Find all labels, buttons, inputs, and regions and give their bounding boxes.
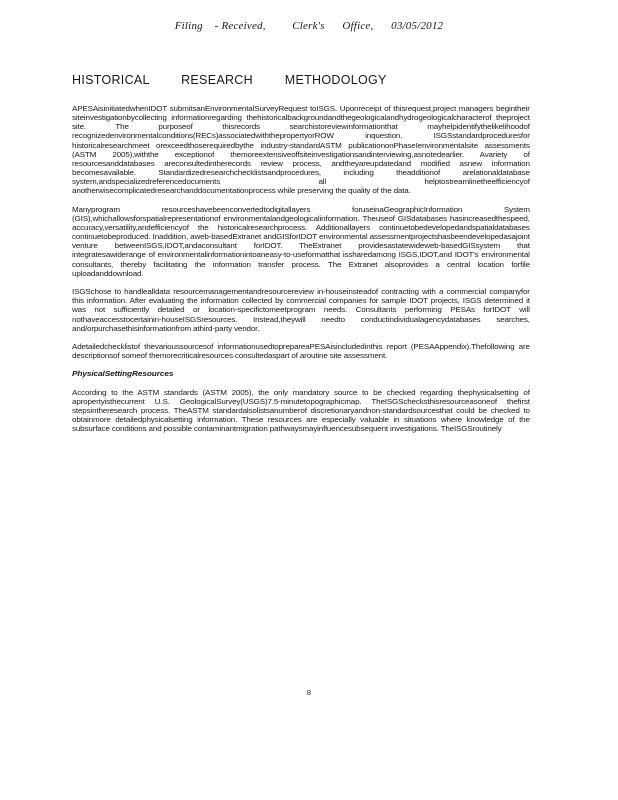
- section-title: HISTORICAL RESEARCH METHODOLOGY: [72, 73, 387, 87]
- paragraph-gis-resources: Manyprogram resourceshavebeenconvertedtodigitallayers foruseinaGeographicInformation System (GIS),whichallowsforspatialrepresentationof environmentalandgeologicalinformation. Theuseof GISdatabases hasincreasedthespeed, accuracy,versatility,andefficiencyof the historicalresearchprocess. Additionallayers continuetobedevelopedandspatialdatabases continuetobeproduced. Inaddition, aweb-basedExtranet andGISforIDOT environmental assessmentprojectshasbeendevelopedasajoint venture betweenISGS,IDOT,andaconsultant forIDOT. TheExtranet providesastatewideweb-basedGISsystem that integratesawiderange of environmentalinformationintoaneasy-to-useformatthat issharedamong ISGS,IDOT,and IDOT's environmental consultants, thereby facilitating the information transfer process. The Extranet alsoprovides a central location forfile uploadanddownload.: [72, 204, 530, 278]
- subheading-physical-setting: PhysicalSettingResources: [72, 369, 174, 379]
- page-number: 8: [306, 688, 312, 697]
- filing-header: Filing - Received, Clerk's Office, 03/05/2012: [174, 20, 444, 32]
- paragraph-astm-standards: According to the ASTM standards (ASTM 2005), the only mandatory source to be checked regarding thephysicalsetting of apropertyisthecurrent U.S. GeologicalSurvey(USGS)7.5-minutetopographicmap. TheISGSchecksthisresourceasoneof thefirst stepsintheresearch process. TheASTM standardalsolistsanumberof discretionaryandnon-standardsourcesthat could be checked to obtainmore detailedphysicalsetting information. These resources are especially valuable in situations where knowledge of the subsurface conditions and possible contaminantmigration pathwaysmayinfluencesubsequent investigations. TheISGSroutinely: [72, 387, 530, 434]
- body-text: [72, 104, 530, 443]
- paragraph-in-house-review: ISGSchose to handlealldata resourcemanagementandresourcereview in-houseinsteadof contracting with a commercial companyfor this information. After evaluating the information collected by commercial companies for sample IDOT projects, ISGS determined it was not sufficiently detailed or location-specifictomeetprogram needs. Consultants performing PESAs forIDOT will nothaveaccesstocertainin-houseISGSresources. Instead,theywill needto conductindividualagencydatabases searches, and/orpurchasethisinformationfrom athird-party vendor.: [72, 287, 530, 333]
- paragraph-pesa-initiation: APESAisinitiatedwhenIDOT submitsanEnvironmentalSurveyRequest toISGS. Uponreceipt of thisrequest,project managers begintheir siteinvestigationbycollecting informationregarding thehistoricalbackgroundandthegeologicalandhydrogeologicalcharacterof theproject site. The purposeof thisrecords searchistoreviewinformationthat mayhelpidentifythelikelihoodof recognizedenvironmentalconditions(RECs)associatedwiththepropertyorROW inquestion. ISGSstandardproceduresfor historicalresearchmeet orexceedthoserequiredbythe industry-standardASTM publicationonPhaseIenvironmentalsite assessments (ASTM 2005),withthe exceptionof themoreextensiveoffsiteinvestigationsandinterviewing,asnotedearlier. Avariety of resourcesanddatabases areconsultedintherecords review process, andtheyareupdatedand modified asnew information becomesavailable. Standardizedresearchchecklistsandprocedures, including theadditionof arelationaldatabase system,andspecializedreferencedocuments all helptostreamlinetheefficiencyof anotherwisecomplicatedresearchanddocumentationprocess while preserving the quality of the data.: [72, 104, 530, 196]
- paragraph-checklist: Adetailedchecklistof thevarioussourcesof informationusedtoprepareaPESAisincludedinthis report (PESAAppendix).Thefollowing are descriptionsof someof themorecriticalresources consultedaspart of aroutine site assessment.: [72, 342, 530, 361]
